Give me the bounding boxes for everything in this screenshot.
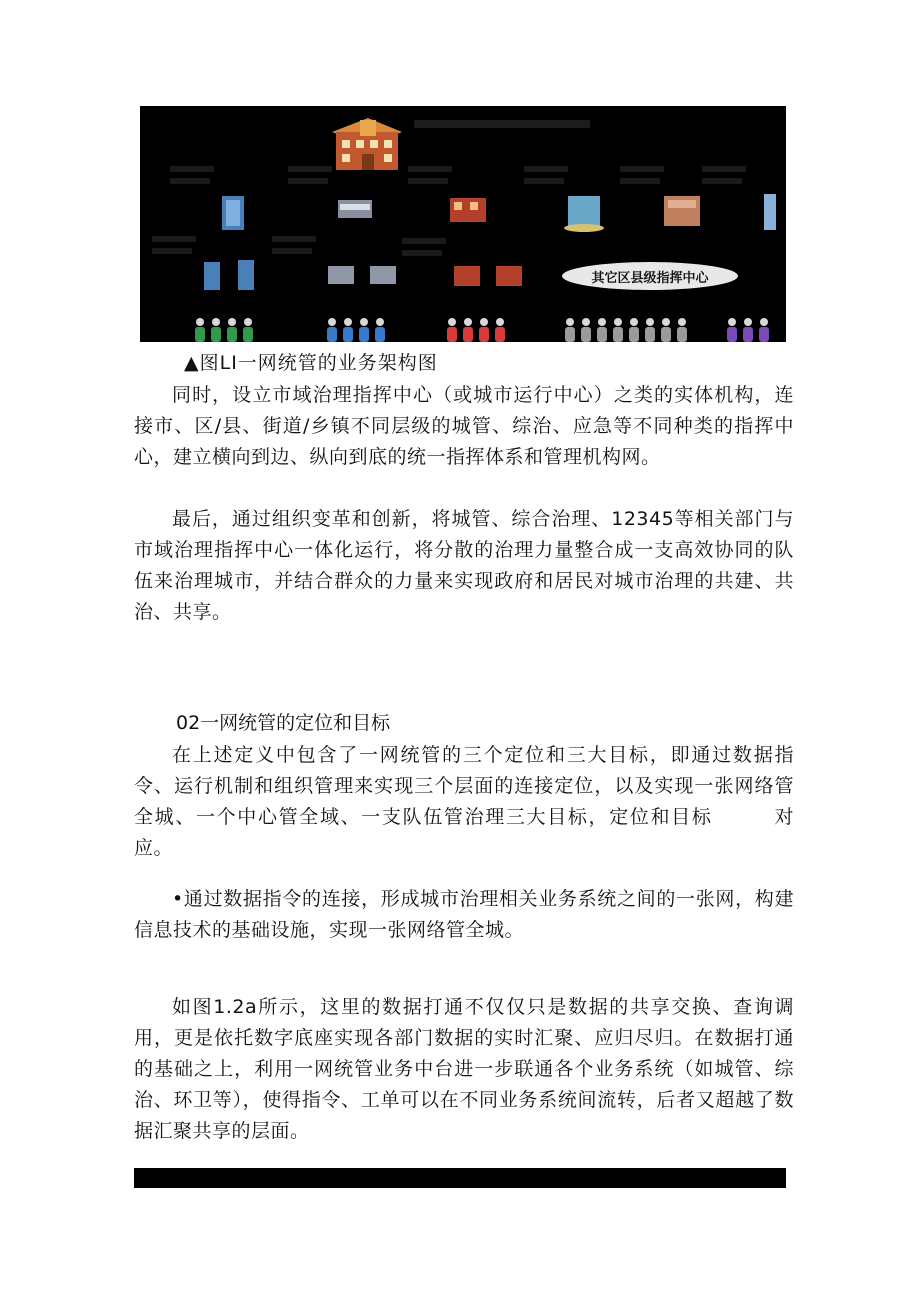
architecture-diagram <box>140 106 786 342</box>
person-icon <box>629 318 639 342</box>
person-icon <box>565 318 575 342</box>
architecture-figure <box>140 106 786 342</box>
district-building-icon <box>564 196 604 232</box>
district-building-icon <box>222 196 244 230</box>
person-icon <box>597 318 607 342</box>
paragraph-2: 最后，通过组织变革和创新，将城管、综合治理、12345等相关部门与市域治理指挥中心一体化运行，将分散的治理力量整合成一支高效协同的队伍来治理城市，并结合群众的力量来实现政府和居民对城市治理的共建、共治、共享。 <box>134 508 794 623</box>
person-icon <box>447 318 457 342</box>
street-building-icon <box>204 260 254 290</box>
street-building-icon <box>454 266 522 286</box>
person-icon <box>359 318 369 342</box>
person-icon <box>743 318 753 342</box>
person-icon <box>243 318 253 342</box>
person-icon <box>661 318 671 342</box>
person-icon <box>227 318 237 342</box>
person-icon <box>479 318 489 342</box>
person-icon <box>343 318 353 342</box>
section-paragraph-2: •通过数据指令的连接，形成城市治理相关业务系统之间的一张网，构建信息技术的基础设施，实现一张网络管全城。 <box>134 888 794 941</box>
street-building-icon <box>328 266 396 284</box>
person-icon <box>759 318 769 342</box>
district-building-icon <box>664 196 700 226</box>
person-icon <box>645 318 655 342</box>
other-districts-label: 其它区县级指挥中心 <box>591 271 709 286</box>
section-paragraph-1: 在上述定义中包含了一网统管的三个定位和三大目标，即通过数据指令、运行机制和组织管理来实现三个层面的连接定位，以及实现一张网络管全城、一个中心管全域、一支队伍管治理三大目标，定位和目标 对应。 <box>134 744 794 859</box>
section-paragraph-3: 如图1.2a所示，这里的数据打通不仅仅只是数据的共享交换、查询调用，更是依托数字底座实现各部门数据的实时汇聚、应归尽归。在数据打通的基础之上，利用一网统管业务中台进一步联通各个业务系统（如城管、综治、环卫等），使得指令、工单可以在不同业务系统间流转，后者又超越了数据汇聚共享的层面。 <box>134 996 794 1142</box>
person-icon <box>613 318 623 342</box>
person-icon <box>677 318 687 342</box>
district-building-icon <box>450 198 486 222</box>
person-icon <box>211 318 221 342</box>
staff-people-icons <box>195 318 769 342</box>
person-icon <box>495 318 505 342</box>
person-icon <box>727 318 737 342</box>
district-building-icon <box>764 194 776 230</box>
figure-caption: ▲图LI一网统管的业务架构图 <box>184 352 438 374</box>
district-building-icon <box>338 200 372 218</box>
person-icon <box>195 318 205 342</box>
person-icon <box>327 318 337 342</box>
person-icon <box>581 318 591 342</box>
person-icon <box>375 318 385 342</box>
bottom-black-bar <box>134 1168 786 1188</box>
person-icon <box>463 318 473 342</box>
section-heading: 02一网统管的定位和目标 <box>176 712 391 734</box>
paragraph-1: 同时，设立市域治理指挥中心（或城市运行中心）之类的实体机构，连接市、区/县、街道/乡镇不同层级的城管、综治、应急等不同种类的指挥中心，建立横向到边、纵向到底的统一指挥体系和管理机构网。 <box>134 384 794 468</box>
city-command-center-icon <box>332 118 402 170</box>
